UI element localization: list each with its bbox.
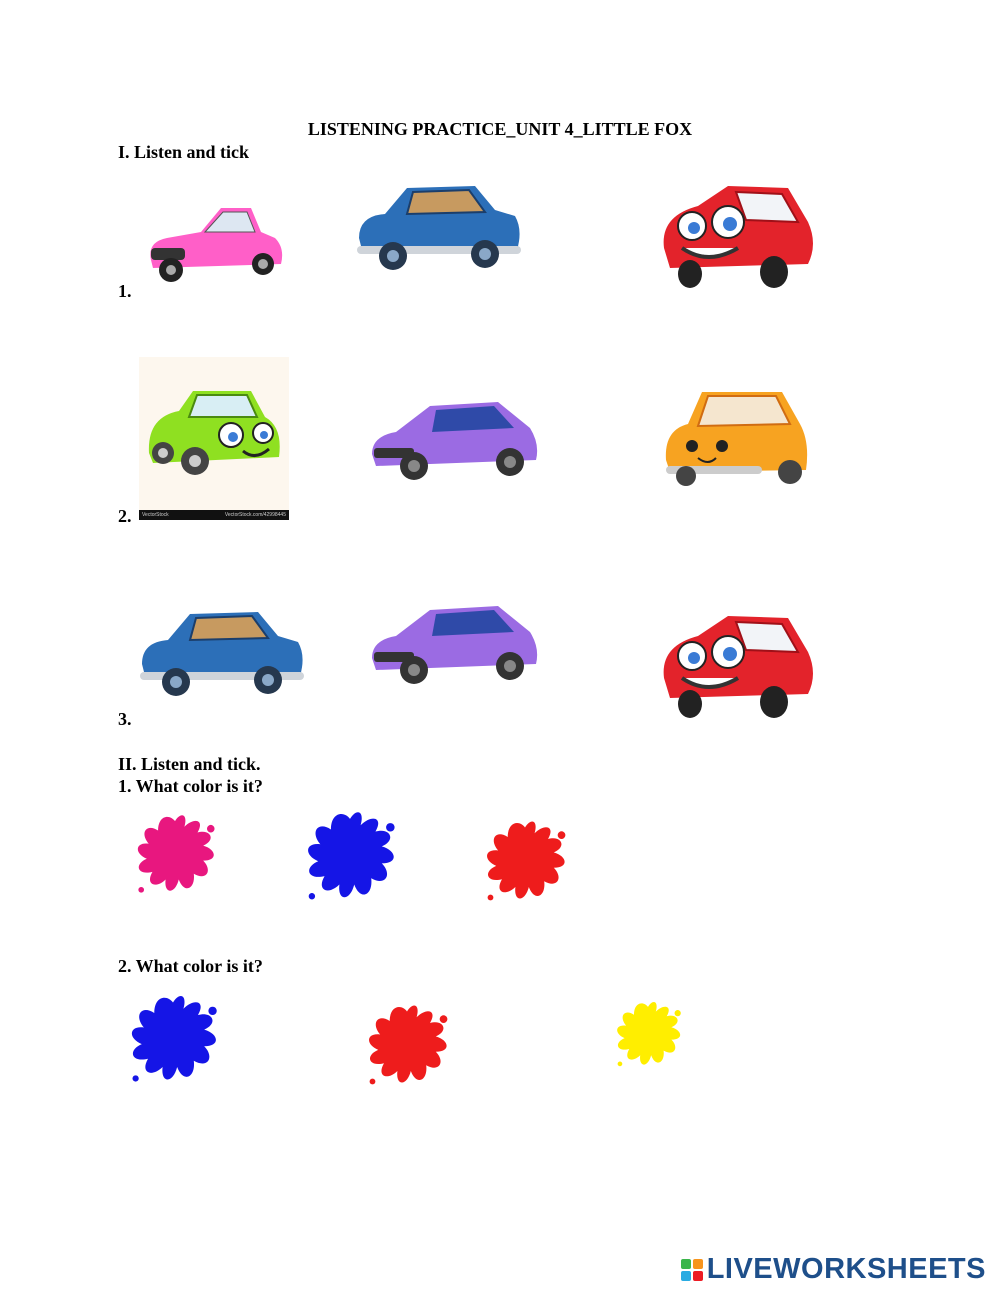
row-label: 3.: [118, 709, 132, 729]
blue-paint-splat[interactable]: [295, 804, 405, 910]
logo-square-blue: [681, 1271, 691, 1281]
splat-shape: [369, 1005, 447, 1084]
yellow-paint-splat[interactable]: [608, 996, 688, 1074]
blue-vintage-car-image[interactable]: [138, 606, 306, 706]
blue-vintage-car-image[interactable]: [355, 180, 523, 280]
liveworksheets-logo[interactable]: [681, 1253, 986, 1286]
green-cartoon-car-image[interactable]: [139, 357, 289, 520]
stock-watermark-bar: [139, 510, 289, 520]
red-cartoon-car-image[interactable]: [658, 612, 818, 720]
row-label: 1.: [118, 281, 132, 301]
logo-square-green: [681, 1259, 691, 1269]
purple-hatchback-car-image[interactable]: [370, 602, 540, 690]
pink-convertible-car-image[interactable]: [143, 198, 288, 288]
logo-square-orange: [693, 1259, 703, 1269]
red-cartoon-car-image[interactable]: [658, 182, 818, 290]
splat-shape: [617, 1002, 681, 1066]
purple-hatchback-car-image[interactable]: [370, 398, 540, 486]
blue-paint-splat[interactable]: [118, 988, 228, 1092]
logo-text: LIVEWORKSHEETS: [706, 1253, 986, 1285]
splat-shape: [308, 812, 394, 899]
question-label: 2. What color is it?: [118, 956, 263, 976]
logo-mark-icon: [681, 1259, 703, 1281]
logo-square-red: [693, 1271, 703, 1281]
splat-shape: [487, 821, 565, 900]
section2-heading: II. Listen and tick.: [118, 754, 261, 774]
stock-watermark-left: VectorStock: [142, 512, 169, 518]
red-paint-splat[interactable]: [358, 998, 456, 1094]
splat-shape: [138, 815, 215, 892]
row-label: 2.: [118, 506, 132, 526]
splat-shape: [132, 996, 217, 1082]
section1-heading: I. Listen and tick: [118, 142, 250, 162]
page-title: LISTENING PRACTICE_UNIT 4_LITTLE FOX: [307, 119, 693, 139]
orange-cartoon-car-image[interactable]: [662, 386, 812, 492]
pink-paint-splat[interactable]: [128, 808, 222, 902]
question-label: 1. What color is it?: [118, 776, 263, 796]
red-paint-splat[interactable]: [476, 814, 574, 910]
stock-watermark-right: VectorStock.com/42998445: [224, 512, 286, 518]
